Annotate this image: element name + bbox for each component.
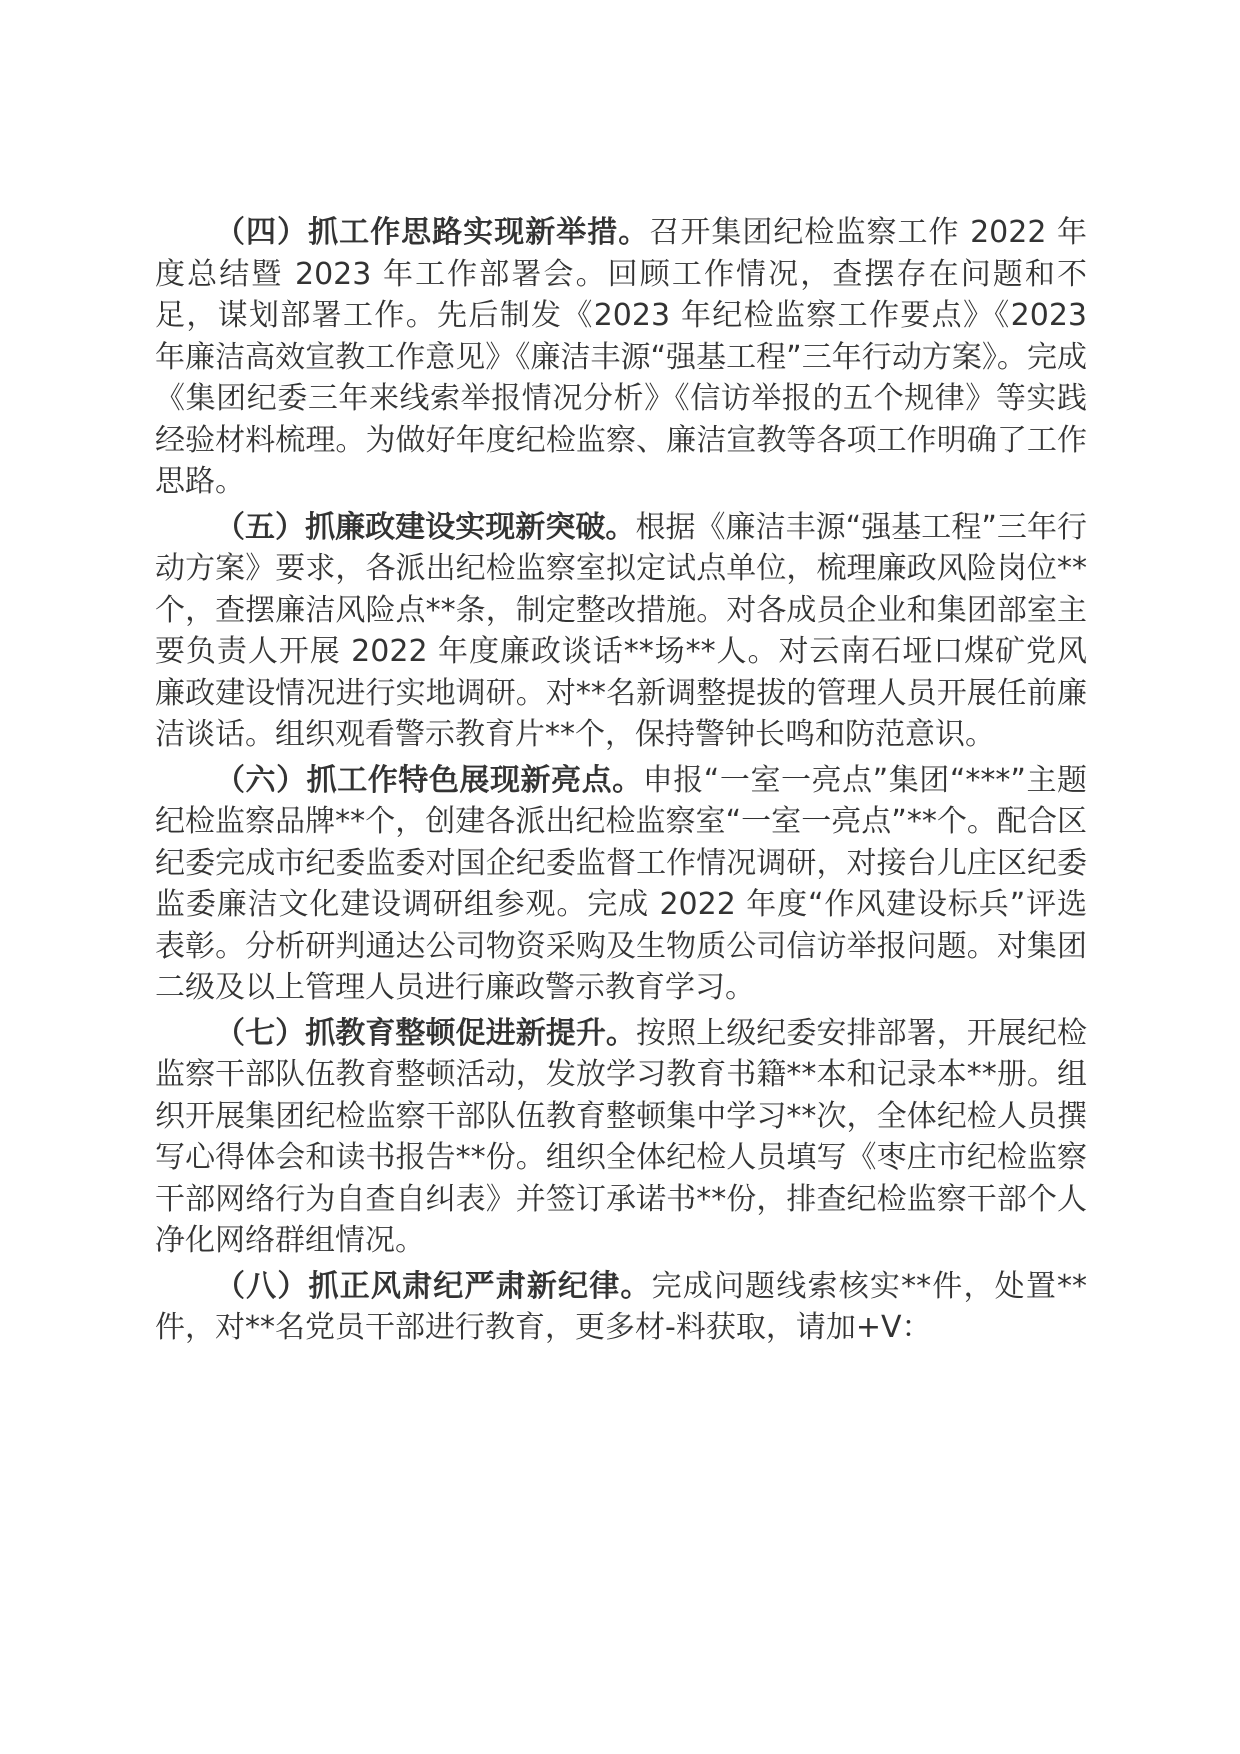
paragraph-heading: （七）抓教育整顿促进新提升。	[215, 1015, 636, 1051]
paragraph-5	[155, 507, 1087, 756]
paragraph-6	[155, 760, 1087, 1009]
paragraph-heading: （四）抓工作思路实现新举措。	[215, 215, 650, 250]
paragraph-7	[155, 1013, 1087, 1262]
paragraph-body: 根据《廉洁丰源“强基工程”三年行动方案》要求，各派出纪检监察室拟定试点单位，梳理廉政风险岗位**个，查摆廉洁风险点**条，制定整改措施。对各成员企业和集团部室主要负责人开展 2022 年度廉政谈话**场**人。对云南石垭口煤矿党风廉政建设情况进行实地调研。对**名新调整提拔的管理人员开展任前廉洁谈话。组织观看警示教育片**个，保持警钟长鸣和防范意识。	[155, 509, 1087, 752]
paragraph-8	[155, 1266, 1087, 1349]
paragraph-body: 召开集团纪检监察工作 2022 年度总结暨 2023 年工作部署会。回顾工作情况，查摆存在问题和不足，谋划部署工作。先后制发《2023 年纪检监察工作要点》《2023 年廉洁高效宣教工作意见》《廉洁丰源“强基工程”三年行动方案》。完成《集团纪委三年来线索举报情况分析》《信访举报的五个规律》等实践经验材料梳理。为做好年度纪检监察、廉洁宣教等各项工作明确了工作思路。	[155, 215, 1087, 499]
paragraph-heading: （八）抓正风肃纪严肃新纪律。	[215, 1268, 652, 1304]
paragraph-body: 申报“一室一亮点”集团“***”主题纪检监察品牌**个，创建各派出纪检监察室“一室一亮点”**个。配合区纪委完成市纪委监委对国企纪委监督工作情况调研，对接台儿庄区纪委监委廉洁文化建设调研组参观。完成 2022 年度“作风建设标兵”评选表彰。分析研判通达公司物资采购及生物质公司信访举报问题。对集团二级及以上管理人员进行廉政警示教育学习。	[155, 762, 1088, 1005]
paragraph-4	[155, 212, 1087, 503]
paragraph-body: 完成问题线索核实**件，处置**件，对**名党员干部进行教育，更多材-料获取，请加+V：	[155, 1268, 1088, 1345]
paragraph-body: 按照上级纪委安排部署，开展纪检监察干部队伍教育整顿活动，发放学习教育书籍**本和记录本**册。组织开展集团纪检监察干部队伍教育整顿集中学习**次，全体纪检人员撰写心得体会和读书报告**份。组织全体纪检人员填写《枣庄市纪检监察干部网络行为自查自纠表》并签订承诺书**份，排查纪检监察干部个人净化网络群组情况。	[155, 1015, 1087, 1258]
paragraph-heading: （六）抓工作特色展现新亮点。	[215, 762, 643, 798]
paragraph-heading: （五）抓廉政建设实现新突破。	[215, 509, 636, 545]
document-page	[155, 212, 1087, 1353]
